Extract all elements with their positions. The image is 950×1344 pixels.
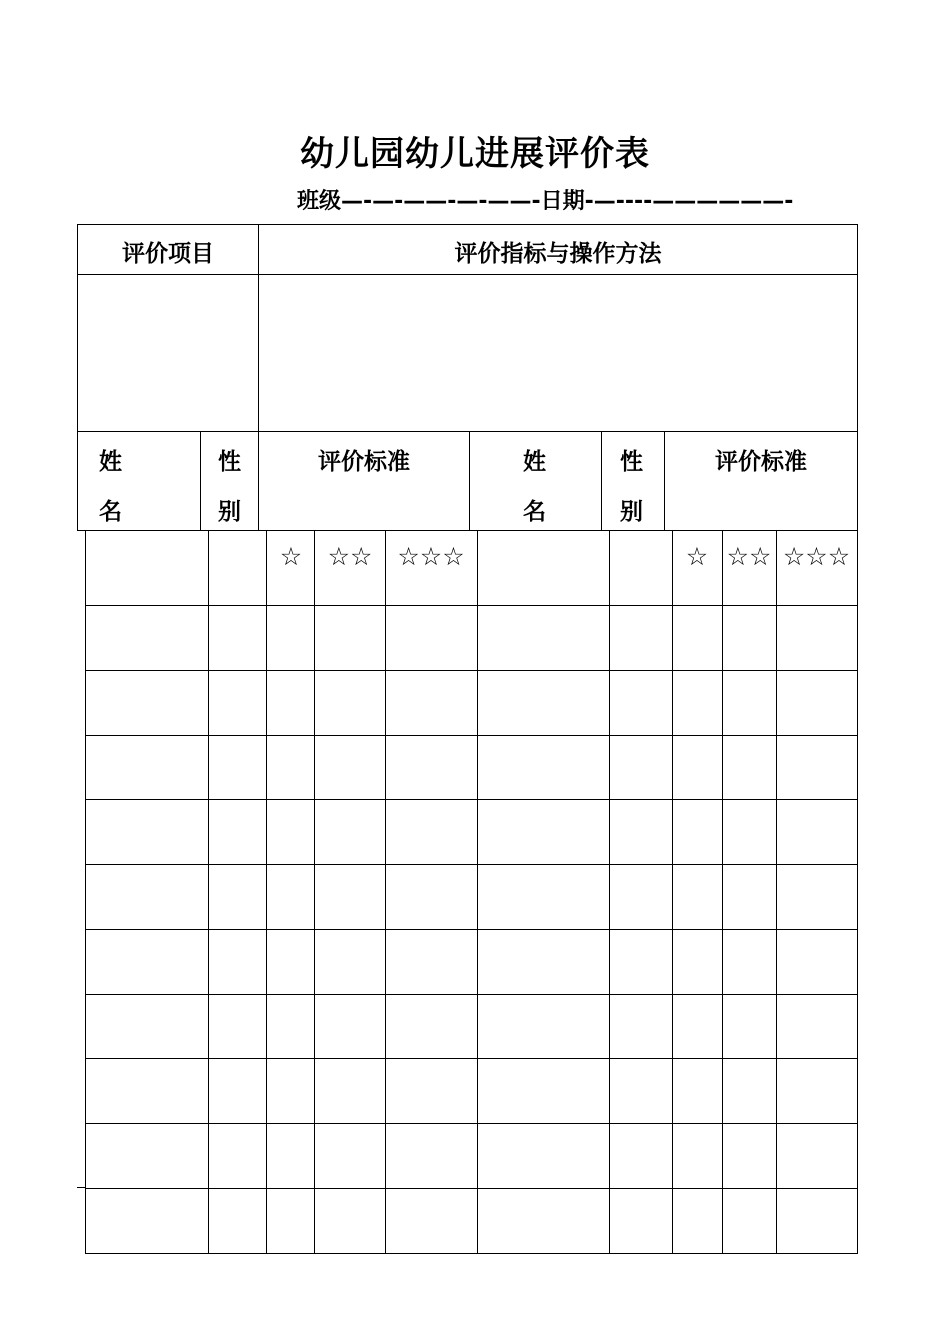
name-header-left-top: 姓: [99, 449, 122, 475]
criteria-header-right: 评价标准: [715, 449, 807, 475]
gender-header-right-bottom: 别: [620, 499, 643, 525]
two-star-left: ☆☆: [327, 542, 373, 571]
grid-row-line: [85, 1188, 858, 1189]
name-header-right-bottom: 名: [523, 499, 546, 525]
grid-row-line: [85, 994, 858, 995]
evaluation-item-header: 评价项目: [122, 241, 214, 267]
name-header-left-bottom: 名: [99, 499, 122, 525]
three-star-left: ☆☆☆: [397, 542, 465, 571]
grid-row-line: [85, 929, 858, 930]
grid-row-line: [85, 1058, 858, 1059]
gender-header-left-bottom: 别: [218, 499, 241, 525]
bottom-stub-line: [77, 1187, 86, 1188]
two-star-right: ☆☆: [726, 542, 772, 571]
class-date-line: 班级—-—-——-—-——-日期-—----——————-: [297, 189, 794, 214]
grid-row-line: [85, 799, 858, 800]
one-star-right: ☆: [685, 542, 709, 571]
gender-header-right-top: 性: [620, 449, 643, 475]
grid-column-line: [314, 530, 315, 1253]
col-divider-mid: [469, 431, 470, 531]
grid-row-line: [85, 1123, 858, 1124]
header-row-divider: [77, 274, 858, 275]
grid-column-line: [857, 530, 858, 1253]
name-header-right-top: 姓: [523, 449, 546, 475]
table-border-left: [77, 224, 78, 531]
grid-column-line: [722, 530, 723, 1253]
column-header-bottom: [77, 530, 858, 531]
grid-column-line: [85, 530, 86, 1253]
table-border-top: [77, 224, 858, 225]
grid-row-line: [85, 670, 858, 671]
grid-column-line: [477, 530, 478, 1253]
three-star-right: ☆☆☆: [782, 542, 851, 571]
grid-column-line: [385, 530, 386, 1253]
evaluation-method-header: 评价指标与操作方法: [454, 241, 662, 267]
table-border-right: [857, 224, 858, 531]
grid-column-line: [609, 530, 610, 1253]
grid-column-line: [776, 530, 777, 1253]
criteria-header-left: 评价标准: [318, 449, 410, 475]
grid-column-line: [266, 530, 267, 1253]
page-title: 幼儿园幼儿进展评价表: [300, 134, 650, 174]
col-divider-name-gender-right: [601, 431, 602, 531]
grid-column-line: [672, 530, 673, 1253]
grid-row-line: [85, 1253, 858, 1254]
grid-row-line: [85, 864, 858, 865]
grid-row-line: [85, 605, 858, 606]
gender-header-left-top: 性: [218, 449, 241, 475]
one-star-left: ☆: [279, 542, 303, 571]
grid-column-line: [208, 530, 209, 1253]
blank-area-divider: [77, 431, 858, 432]
col-divider-name-gender-left: [200, 431, 201, 531]
grid-row-line: [85, 735, 858, 736]
